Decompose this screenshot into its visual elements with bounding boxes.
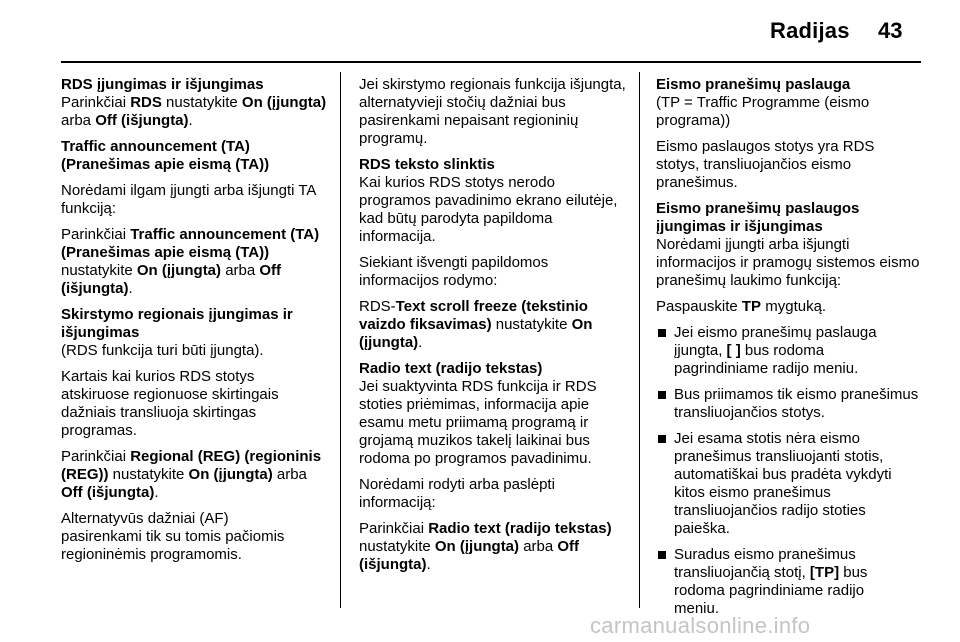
section-heading: Skirstymo regionais įjungimas ir išjungimas xyxy=(61,306,293,341)
paragraph: Norėdami rodyti arba paslėpti informaciją: xyxy=(359,476,555,511)
page-title: Radijas xyxy=(770,18,850,43)
paragraph: (TP = Traffic Programme (eismo programa)) xyxy=(656,94,870,129)
column-3 xyxy=(656,76,924,626)
bullet-icon xyxy=(658,391,666,399)
page-number: 43 xyxy=(878,18,903,43)
section-heading: Eismo pranešimų paslaugos įjungimas ir išjungimas xyxy=(656,200,860,235)
watermark: carmanualsonline.info xyxy=(590,613,811,638)
paragraph: Kartais kai kurios RDS stotys atskiruose regionuose skirtingais dažniais transliuoja skirtingas programas. xyxy=(61,368,279,439)
bullet-list xyxy=(656,324,924,618)
column-divider-2 xyxy=(639,72,640,608)
paragraph: Parinkčiai Regional (REG) (regioninis (REG)) nustatykite On (įjungta) arba Off (išjungta). xyxy=(61,448,322,501)
paragraph: Jei suaktyvinta RDS funkcija ir RDS stoties priėmimas, informacija apie esamu metu priimamą programą ir grojamą muzikos takelį laikinai bus rodoma po programos pavadinimu. xyxy=(359,378,597,467)
column-2 xyxy=(359,76,627,582)
header-divider xyxy=(61,61,921,63)
column-1 xyxy=(61,76,331,572)
section-heading: RDS teksto slinktis xyxy=(359,156,495,173)
bullet-icon xyxy=(658,329,666,337)
paragraph: Paspauskite TP mygtuką. xyxy=(656,298,827,315)
list-item: Suradus eismo pranešimus transliuojančią stotį, [TP] bus rodoma pagrindiniame radijo meniu. xyxy=(656,546,906,618)
section-heading: Radio text (radijo tekstas) xyxy=(359,360,543,377)
section-heading: Eismo pranešimų paslauga xyxy=(656,76,851,93)
paragraph: Kai kurios RDS stotys nerodo programos pavadinimo ekrano eilutėje, kad būtų parodyta papildoma informacija. xyxy=(359,174,618,245)
paragraph: Norėdami ilgam įjungti arba išjungti TA funkciją: xyxy=(61,182,316,217)
section-heading: Traffic announcement (TA) (Pranešimas apie eismą (TA)) xyxy=(61,138,270,173)
paragraph: Eismo paslaugos stotys yra RDS stotys, transliuojančios eismo pranešimus. xyxy=(656,138,875,191)
paragraph: Norėdami įjungti arba išjungti informacijos ir pramogų sistemos eismo pranešimų laukimo funkciją: xyxy=(656,236,920,289)
paragraph: Alternatyvūs dažniai (AF) pasirenkami tik su tomis pačiomis regioninėmis programomis. xyxy=(61,510,285,563)
column-divider-1 xyxy=(340,72,341,608)
list-item: Jei eismo pranešimų paslauga įjungta, [ ] bus rodoma pagrindiniame radijo meniu. xyxy=(656,324,906,378)
list-item: Jei esama stotis nėra eismo pranešimus transliuojanti stotis, automatiškai bus pradėta vykdyti kitos eismo pranešimus transliuojančios radijo stoties paieška. xyxy=(656,430,906,538)
paragraph: Jei skirstymo regionais funkcija išjungta, alternatyvieji stočių dažniai bus pasirenkami nepaisant regioninių programų. xyxy=(359,76,626,147)
bullet-icon xyxy=(658,435,666,443)
bullet-icon xyxy=(658,551,666,559)
section-heading: RDS įjungimas ir išjungimas xyxy=(61,76,264,93)
paragraph: Siekiant išvengti papildomos informacijos rodymo: xyxy=(359,254,549,289)
list-item: Bus priimamos tik eismo pranešimus transliuojančios stotys. xyxy=(656,386,924,422)
paragraph: Parinkčiai RDS nustatykite On (įjungta) arba Off (išjungta). xyxy=(61,94,327,129)
paragraph: (RDS funkcija turi būti įjungta). xyxy=(61,342,264,359)
paragraph: Parinkčiai Radio text (radijo tekstas) nustatykite On (įjungta) arba Off (išjungta). xyxy=(359,520,612,573)
paragraph: Parinkčiai Traffic announcement (TA) (Pranešimas apie eismą (TA)) nustatykite On (įjungta) arba Off (išjungta). xyxy=(61,226,320,297)
paragraph: RDS-Text scroll freeze (tekstinio vaizdo fiksavimas) nustatykite On (įjungta). xyxy=(359,298,593,351)
